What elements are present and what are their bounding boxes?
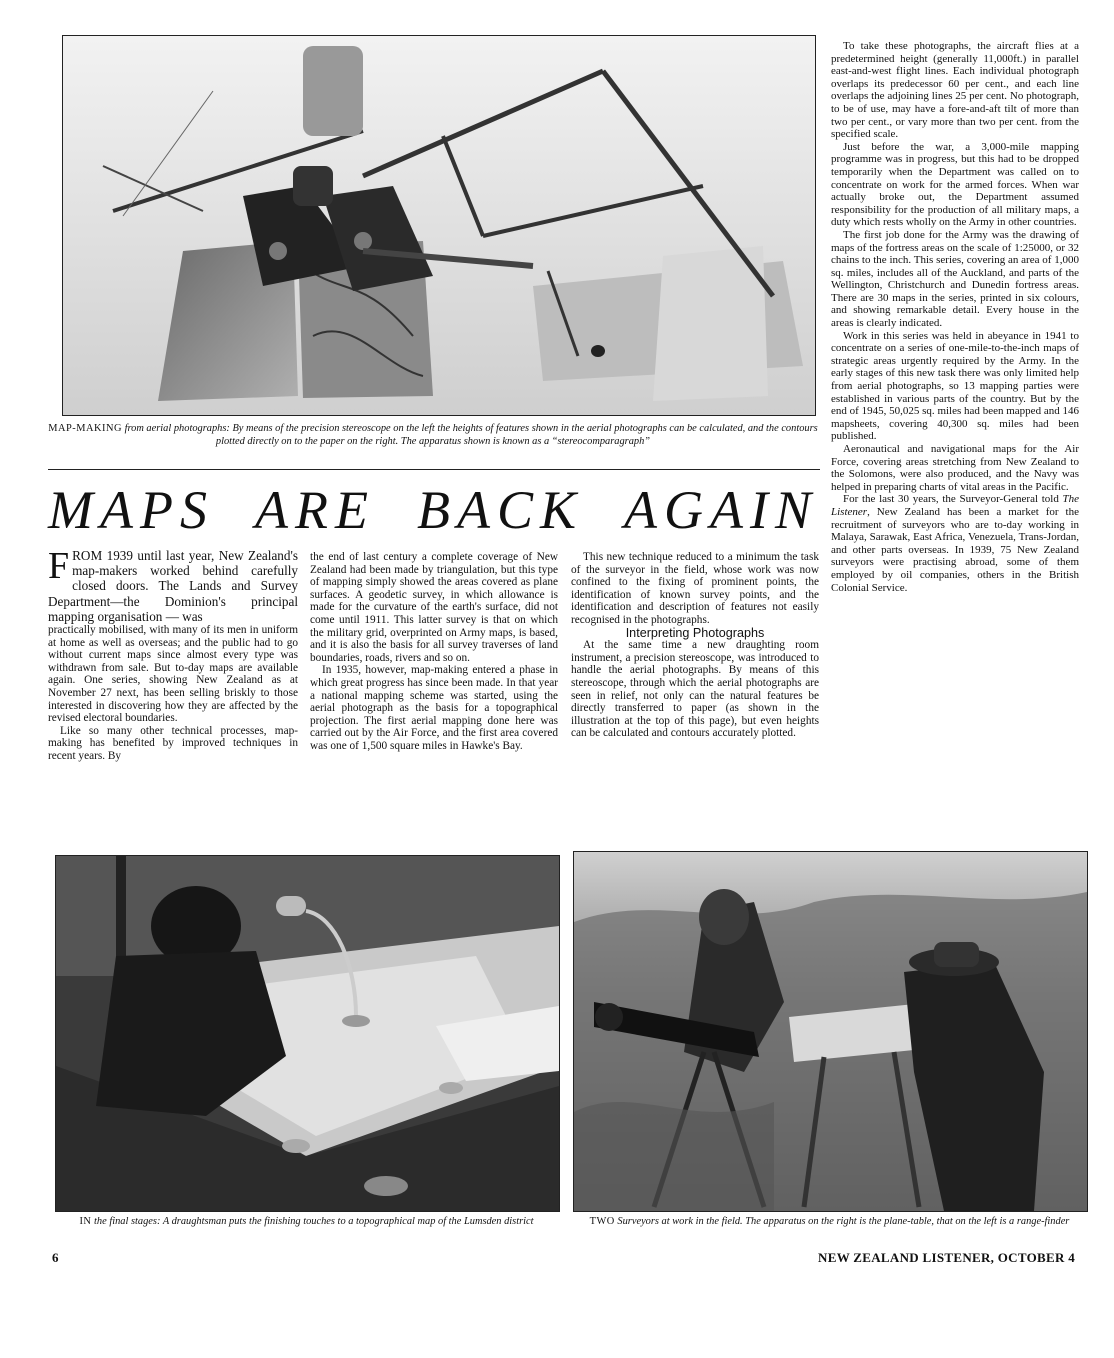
- col2-paragraph-1: the end of last century a complete coverage of New Zealand had been made by triangulation, but this type of mapping simply showed the areas covered as plane surfaces. A geodetic survey, in which allowance is made for the curvature of the earth's surface, did not come until 1911. This latter survey is that on which the military grid, overprinted on Army maps, is based, and it is also the basis for all survey traverses of land boundaries, roads, rivers and so on.: [310, 551, 558, 664]
- top-caption-lead: MAP-MAKING: [48, 423, 122, 434]
- bottom-left-caption-lead: IN: [79, 1216, 92, 1227]
- article-column-1: [48, 545, 298, 763]
- bottom-right-caption: [573, 1216, 1086, 1229]
- drop-cap: F: [48, 545, 70, 587]
- bottom-right-caption-text: Surveyors at work in the field. The apparatus on the right is the plane-table, that on the left is a range-finder: [617, 1216, 1070, 1227]
- stereocomparagraph-photo: [62, 35, 816, 416]
- article-headline: MAPS ARE BACK AGAIN: [48, 480, 818, 540]
- surveyors-photo: [573, 851, 1088, 1212]
- publication-footer: NEW ZEALAND LISTENER, OCTOBER 4: [818, 1250, 1075, 1265]
- article-column-3: [571, 551, 819, 740]
- col3-paragraph-2: At the same time a new draughting room instrument, a precision stereoscope, was introduced to handle the aerial photographs. By means of this stereoscope, through which the aerial photographs are seen in relief, not only can the natural features be directly transferred to paper (as shown in the illustration at the top of this page), but even heights can be calculated and contours accurately plotted.: [571, 639, 819, 740]
- col1-paragraph-1: practically mobilised, with many of its men in uniform at home as well as overseas; and the public had to go without current maps since almost every type was withdrawn from sale. But to-day maps are available again. One series, showing New Zealand as at November 27 next, has been selling briskly to those interested in discovering how they are affected by the revised electoral boundaries.: [48, 624, 298, 725]
- lead-text: ROM 1939 until last year, New Zealand's map-makers worked behind carefully closed doors. The Lands and Survey Department—the Dominion's principal mapping organisation — was: [48, 548, 298, 624]
- bottom-right-caption-lead: TWO: [589, 1216, 615, 1227]
- the-listener-title: The Listener: [831, 493, 1079, 518]
- page-number: 6: [52, 1250, 59, 1265]
- col2-paragraph-2: In 1935, however, map-making entered a phase in which great progress has since been made. In that year a national mapping scheme was started, using the aerial photograph as the basis for a topographical projection. The first aerial mapping done here was carried out by the Air Force, and the first area covered was one of 1,500 square miles in Hawke's Bay.: [310, 664, 558, 752]
- top-photo-caption: [48, 423, 818, 448]
- col4-paragraph-4: Work in this series was held in abeyance in 1941 to concentrate on a series of one-mile-to-the-inch maps of strategic areas urgently required by the Army. In the early stages of this new task there was only limited help from aerial photographs, so 13 mapping parties were established in various parts of the country. But by the end of 1945, 50,025 sq. miles had been mapped and 146 mapsheets, covering 40,300 sq. miles had been published.: [831, 329, 1079, 443]
- article-lead-paragraph: [48, 545, 298, 624]
- bottom-left-caption: [55, 1216, 558, 1229]
- col4-p6-part-a: For the last 30 years, the Surveyor-General told: [843, 493, 1063, 506]
- col4-paragraph-3: The first job done for the Army was the drawing of maps of the fortress areas on the scale of 1:25000, or 32 chains to the inch. This series, covering an area of 1,000 sq. miles, includes all of the Auckland, and parts of the Wellington, Christchurch and Dunedin fortress areas. There are 30 maps in the series, printed in six colours, and showing remarkable detail. Every house in the areas is clearly indicated.: [831, 228, 1079, 330]
- article-column-2: [310, 551, 558, 753]
- caption-divider: [48, 469, 820, 470]
- draughtsman-photo: [55, 855, 560, 1212]
- col4-paragraph-2: Just before the war, a 3,000-mile mapping programme was in progress, but this had to be dropped temporarily when the Department was called on to concentrate on work for the armed forces. When war actually broke out, the Department assumed responsibility for the production of all military maps, a duty which rests wholly on the Army in other countries.: [831, 140, 1079, 229]
- col4-paragraph-6: [831, 493, 1079, 594]
- col4-paragraph-1: To take these photographs, the aircraft flies at a predetermined height (generally 11,000ft.) in parallel east-and-west flight lines. Each individual photograph overlaps its predecessor 60 per cent., and each line overlaps the adjoining lines 25 per cent. No photograph, to be of use, may have a fore-and-aft tilt of more than two per cent., or vary more than two per cent. from the specified scale.: [831, 40, 1079, 141]
- article-column-4: [831, 40, 1079, 594]
- col3-paragraph-1: This new technique reduced to a minimum the task of the surveyor in the field, whose work was now confined to the fixing of prominent points, the identification of known survey points, and the identification and description of features not easily recognised in the photographs.: [571, 551, 819, 626]
- col4-paragraph-5: Aeronautical and navigational maps for the Air Force, covering areas stretching from New Zealand to the Solomons, were also produced, and the Navy was helped in preparing charts of vital areas in the Pacific.: [831, 443, 1079, 493]
- col1-paragraph-2: Like so many other technical processes, map-making has benefited by improved techniques in recent years. By: [48, 724, 298, 762]
- top-caption-text: from aerial photographs: By means of the precision stereoscope on the left the heights of features shown in the aerial photographs can be calculated, and the contours plotted directly on to the paper on the right. The apparatus shown is known as a “stereocomparagraph”: [124, 423, 818, 447]
- bottom-left-caption-text: the final stages: A draughtsman puts the finishing touches to a topographical map of the Lumsden district: [94, 1216, 534, 1227]
- subheading-interpreting-photographs: Interpreting Photographs: [625, 625, 765, 640]
- col4-p6-part-b: , New Zealand has been a market for the recruitment of surveyors who are to-day working in Malaya, Sarawak, East Africa, Venezuela, Trans-Jordan, and other parts overseas. In 1939, 75 New Zealand surveyors were practising abroad, some of them employed by oil companies, others in the British Colonial Service.: [831, 505, 1079, 594]
